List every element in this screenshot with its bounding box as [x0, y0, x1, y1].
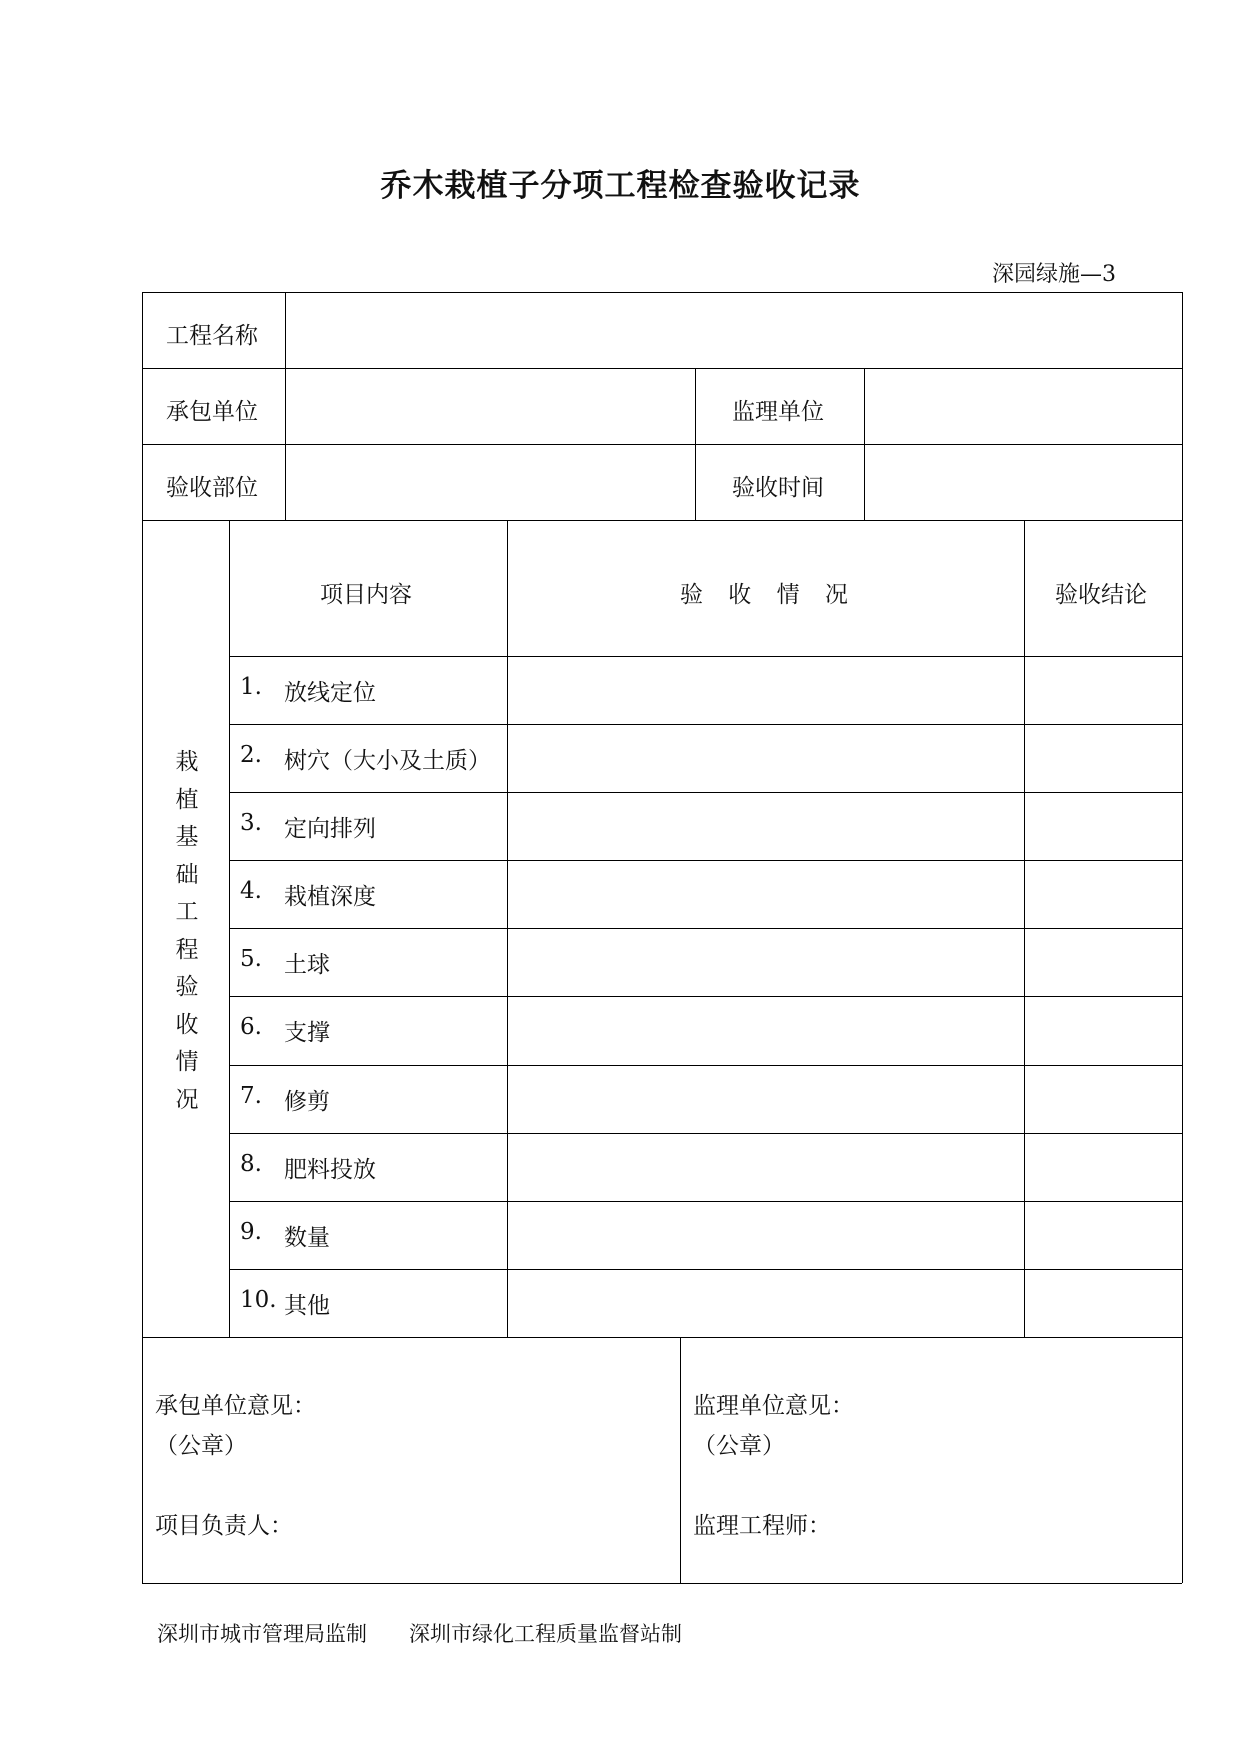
- item-name: 放线定位: [284, 680, 376, 706]
- item-number: 9.: [240, 1219, 262, 1245]
- column-header-status: 验 收 情 况: [680, 582, 848, 608]
- table-rule: [229, 724, 1182, 725]
- table-rule: [142, 520, 1182, 521]
- table-rule: [680, 1337, 681, 1583]
- table-rule: [229, 860, 1182, 861]
- item-name: 土球: [284, 952, 330, 978]
- section-label-char: 况: [175, 1086, 199, 1113]
- table-border-bottom: [142, 1583, 1182, 1584]
- section-label-char: 程: [175, 936, 199, 963]
- column-header-item: 项目内容: [320, 582, 412, 608]
- section-label-char: 栽: [175, 749, 199, 775]
- form-code: 深园绿施—3: [992, 262, 1116, 287]
- table-border-left: [142, 292, 143, 1583]
- item-name: 其他: [284, 1293, 330, 1319]
- table-rule: [285, 292, 286, 520]
- footer-left: 深圳市城市管理局监制: [157, 1622, 367, 1646]
- item-number: 10.: [240, 1287, 277, 1313]
- contractor-opinion-label: 承包单位意见：: [155, 1393, 316, 1419]
- item-name: 树穴（大小及土质）: [284, 748, 491, 774]
- item-number: 3.: [240, 810, 262, 836]
- section-label-char: 收: [175, 1011, 199, 1038]
- item-name: 肥料投放: [284, 1157, 376, 1183]
- table-rule: [507, 520, 508, 1337]
- table-rule: [229, 792, 1182, 793]
- table-rule: [229, 1269, 1182, 1270]
- table-rule: [142, 1337, 1182, 1338]
- table-rule: [229, 1201, 1182, 1202]
- section-label-char: 工: [175, 899, 199, 925]
- section-label-char: 础: [175, 861, 199, 888]
- column-header-conclusion: 验收结论: [1055, 582, 1147, 608]
- item-name: 定向排列: [284, 816, 376, 842]
- item-number: 6.: [240, 1014, 262, 1040]
- item-number: 2.: [240, 742, 262, 768]
- contractor-label: 承包单位: [166, 399, 258, 425]
- table-rule: [695, 368, 696, 520]
- table-rule: [864, 368, 865, 520]
- item-number: 7.: [240, 1083, 262, 1109]
- footer: [157, 1618, 682, 1648]
- item-number: 8.: [240, 1151, 262, 1177]
- inspection-time-label: 验收时间: [732, 475, 824, 501]
- item-number: 1.: [240, 674, 262, 700]
- supervisor-signer-label: 监理工程师：: [693, 1513, 831, 1539]
- item-number: 5.: [240, 946, 262, 972]
- inspection-part-label: 验收部位: [166, 475, 258, 501]
- contractor-seal: （公章）: [155, 1433, 247, 1459]
- supervisor-label: 监理单位: [732, 399, 824, 425]
- table-border-right: [1182, 292, 1183, 1583]
- supervisor-seal: （公章）: [693, 1433, 785, 1459]
- table-rule: [142, 368, 1182, 369]
- table-rule: [229, 928, 1182, 929]
- footer-right: 深圳市绿化工程质量监督站制: [409, 1622, 682, 1646]
- item-name: 修剪: [284, 1089, 330, 1115]
- table-rule: [229, 1065, 1182, 1066]
- table-rule: [229, 1133, 1182, 1134]
- section-label-char: 情: [175, 1049, 199, 1075]
- section-label-vertical: [144, 744, 230, 1119]
- table-border-top: [142, 292, 1182, 293]
- table-rule: [229, 656, 1182, 657]
- supervisor-opinion-label: 监理单位意见：: [693, 1393, 854, 1419]
- page-title: 乔木栽植子分项工程检查验收记录: [380, 168, 861, 204]
- project-name-label: 工程名称: [166, 323, 258, 349]
- item-number: 4.: [240, 878, 262, 904]
- section-label-char: 验: [175, 974, 199, 1000]
- section-label-char: 植: [175, 786, 199, 813]
- item-name: 数量: [284, 1225, 330, 1251]
- table-rule: [1024, 520, 1025, 1337]
- item-name: 栽植深度: [284, 884, 376, 910]
- table-rule: [229, 996, 1182, 997]
- contractor-signer-label: 项目负责人：: [155, 1513, 293, 1539]
- item-name: 支撑: [284, 1020, 330, 1046]
- table-rule: [142, 444, 1182, 445]
- section-label-char: 基: [175, 824, 199, 850]
